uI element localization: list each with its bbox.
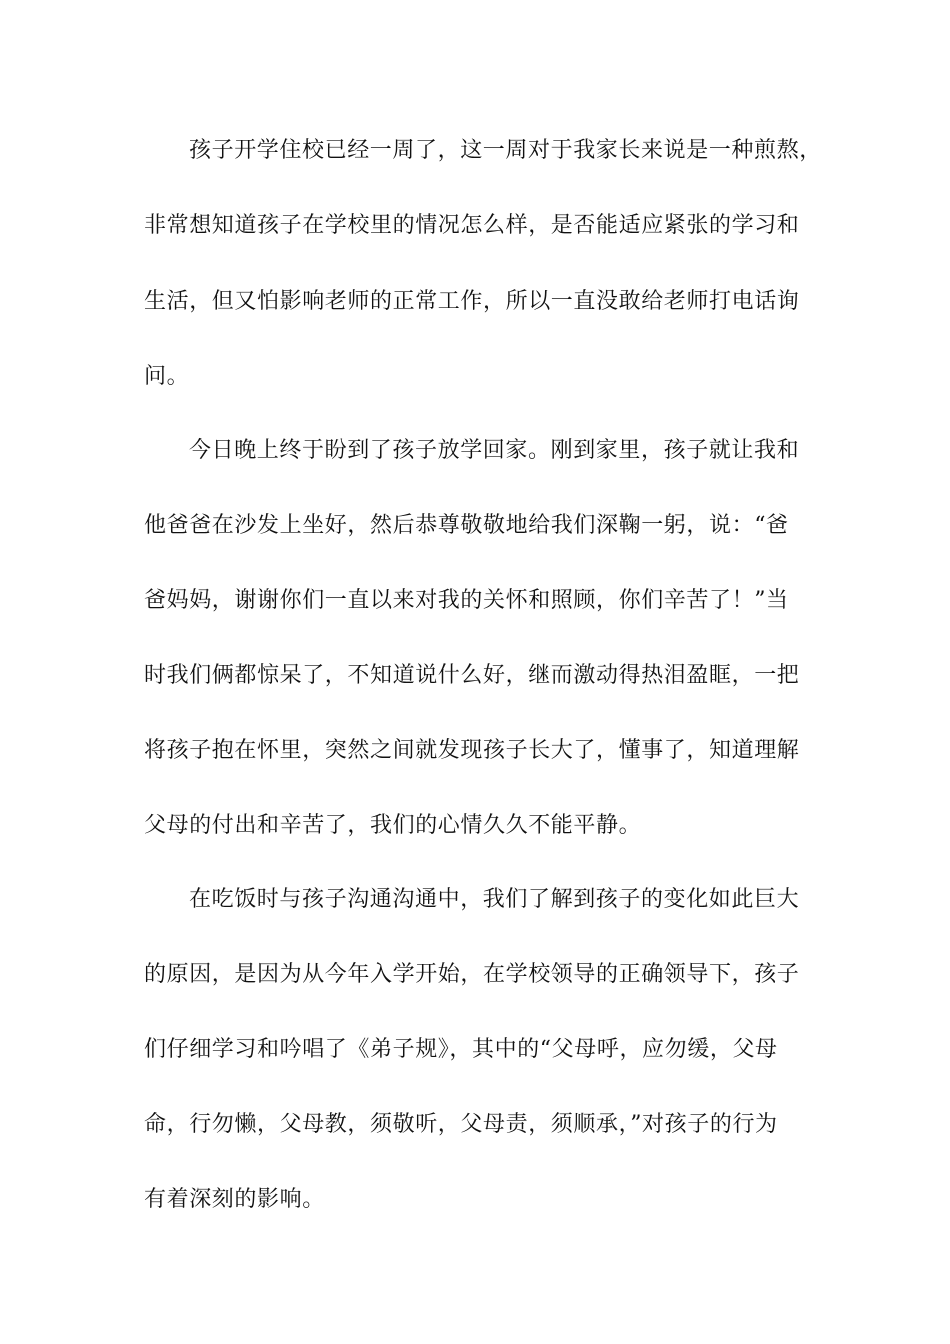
text-line: 将孩子抱在怀里，突然之间就发现孩子长大了，懂事了，知道理解	[144, 738, 800, 763]
text-line: 今日晚上终于盼到了孩子放学回家。刚到家里，孩子就让我和	[189, 438, 800, 463]
text-line: 问。	[144, 364, 190, 389]
text-line: 的原因，是因为从今年入学开始，在学校领导的正确领导下，孩子	[144, 962, 800, 987]
text-line: 他爸爸在沙发上坐好，然后恭尊敬敬地给我们深鞠一躬，说：“爸	[144, 513, 789, 538]
text-line: 命，行勿懒，父母教，须敬听，父母责，须顺承，”对孩子的行为	[144, 1112, 778, 1137]
text-line: 有着深刻的影响。	[144, 1187, 325, 1212]
text-line: 生活，但又怕影响老师的正常工作，所以一直没敢给老师打电话询	[144, 289, 800, 314]
text-line: 们仔细学习和吟唱了《弟子规》，其中的“父母呼，应勿缓，父母	[144, 1037, 778, 1062]
text-line: 时我们俩都惊呆了，不知道说什么好，继而激动得热泪盈眶，一把	[144, 663, 800, 688]
text-line: 在吃饭时与孩子沟通沟通中，我们了解到孩子的变化如此巨大	[189, 887, 800, 912]
text-line: 孩子开学住校已经一周了，这一周对于我家长来说是一种煎熬，	[189, 138, 822, 163]
text-line: 父母的付出和辛苦了，我们的心情久久不能平静。	[144, 813, 642, 838]
text-line: 爸妈妈，谢谢你们一直以来对我的关怀和照顾，你们辛苦了！”当	[144, 588, 789, 613]
text-line: 非常想知道孩子在学校里的情况怎么样，是否能适应紧张的学习和	[144, 213, 800, 238]
